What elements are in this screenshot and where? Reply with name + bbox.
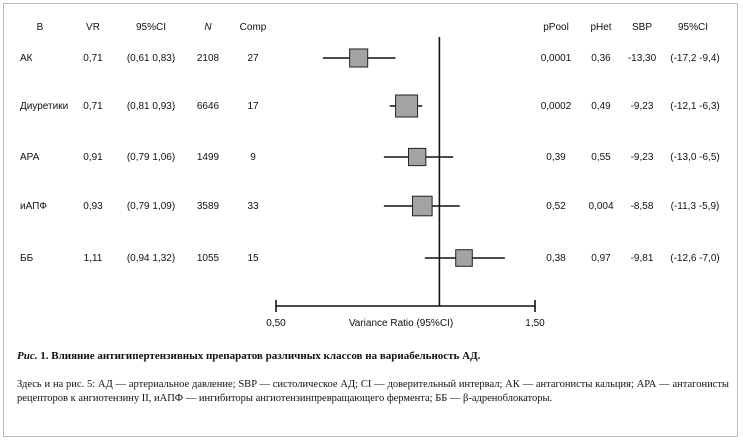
row-group: АРА xyxy=(20,152,40,163)
row-vr: 0,71 xyxy=(83,101,103,112)
row-ppool: 0,0001 xyxy=(540,53,572,64)
header-ci-right: 95%CI xyxy=(677,22,709,33)
caption-number: 1. xyxy=(40,350,49,362)
row-ci: (0,79 1,06) xyxy=(126,152,176,163)
row-phet: 0,97 xyxy=(591,253,611,264)
point-estimate-marker xyxy=(396,95,418,117)
header-group: В xyxy=(36,22,44,33)
header-ppool: pPool xyxy=(543,22,569,33)
point-estimate-marker xyxy=(409,148,426,165)
row-ci: (0,79 1,09) xyxy=(126,201,176,212)
header-ci-left: 95%CI xyxy=(135,22,167,33)
row-ppool: 0,38 xyxy=(546,253,566,264)
row-vr: 0,91 xyxy=(83,152,103,163)
row-group: иАПФ xyxy=(20,201,47,212)
caption-title: Влияние антигипертензивных препаратов различных классов на вариабельность АД. xyxy=(51,350,481,362)
row-sbp: -13,30 xyxy=(627,53,657,64)
point-estimate-marker xyxy=(350,49,368,67)
point-estimate-marker xyxy=(456,250,473,267)
row-sbp-ci: (-17,2 -9,4) xyxy=(670,53,720,64)
row-phet: 0,36 xyxy=(591,53,611,64)
row-ci: (0,61 0,83) xyxy=(126,53,176,64)
row-comp: 15 xyxy=(247,253,259,264)
header-phet: pHet xyxy=(590,22,612,33)
point-estimate-marker xyxy=(412,196,432,216)
row-n: 1055 xyxy=(196,253,220,264)
row-sbp: -9,23 xyxy=(630,152,654,163)
row-group: ББ xyxy=(20,253,34,264)
row-comp: 17 xyxy=(247,101,259,112)
row-n: 1499 xyxy=(196,152,220,163)
caption-label: Рис. xyxy=(17,350,38,362)
row-ppool: 0,39 xyxy=(546,152,566,163)
figure-note: Здесь и на рис. 5: АД — артериальное давление; SBP — систолическое АД; CI — доверительный интервал; АК — антагонисты кальция; АРА — антагонисты рецепторов к ангиотензину II, иАПФ — ингибиторы ангиотензинпревращающего фермента; ББ — β-адреноблокаторы. xyxy=(17,379,729,404)
row-sbp: -8,58 xyxy=(630,201,654,212)
row-phet: 0,004 xyxy=(588,201,614,212)
row-group: Диуретики xyxy=(20,101,69,112)
x-tick-label-min: 0,50 xyxy=(266,318,286,329)
row-n: 3589 xyxy=(196,201,220,212)
row-comp: 27 xyxy=(247,53,259,64)
row-sbp-ci: (-12,1 -6,3) xyxy=(670,101,720,112)
row-group: АК xyxy=(20,53,33,64)
row-sbp-ci: (-12,6 -7,0) xyxy=(670,253,720,264)
row-n: 2108 xyxy=(196,53,220,64)
row-n: 6646 xyxy=(196,101,220,112)
row-vr: 0,71 xyxy=(83,53,103,64)
row-vr: 0,93 xyxy=(83,201,103,212)
row-vr: 1,11 xyxy=(83,253,103,264)
row-ci: (0,94 1,32) xyxy=(126,253,176,264)
x-axis-label: Variance Ratio (95%CI) xyxy=(348,318,454,329)
row-ppool: 0,0002 xyxy=(540,101,572,112)
row-phet: 0,55 xyxy=(591,152,611,163)
x-tick-label-max: 1,50 xyxy=(525,318,545,329)
row-phet: 0,49 xyxy=(591,101,611,112)
row-sbp-ci: (-11,3 -5,9) xyxy=(670,201,720,212)
row-comp: 9 xyxy=(250,152,256,163)
row-ppool: 0,52 xyxy=(546,201,566,212)
row-comp: 33 xyxy=(247,201,259,212)
row-sbp: -9,81 xyxy=(630,253,654,264)
header-comp: Comp xyxy=(239,22,267,33)
header-sbp: SBP xyxy=(631,22,653,33)
header-vr: VR xyxy=(86,22,100,33)
header-n: N xyxy=(204,22,212,33)
row-ci: (0,81 0,93) xyxy=(126,101,176,112)
row-sbp-ci: (-13,0 -6,5) xyxy=(670,152,720,163)
row-sbp: -9,23 xyxy=(630,101,654,112)
figure-caption xyxy=(17,350,729,363)
